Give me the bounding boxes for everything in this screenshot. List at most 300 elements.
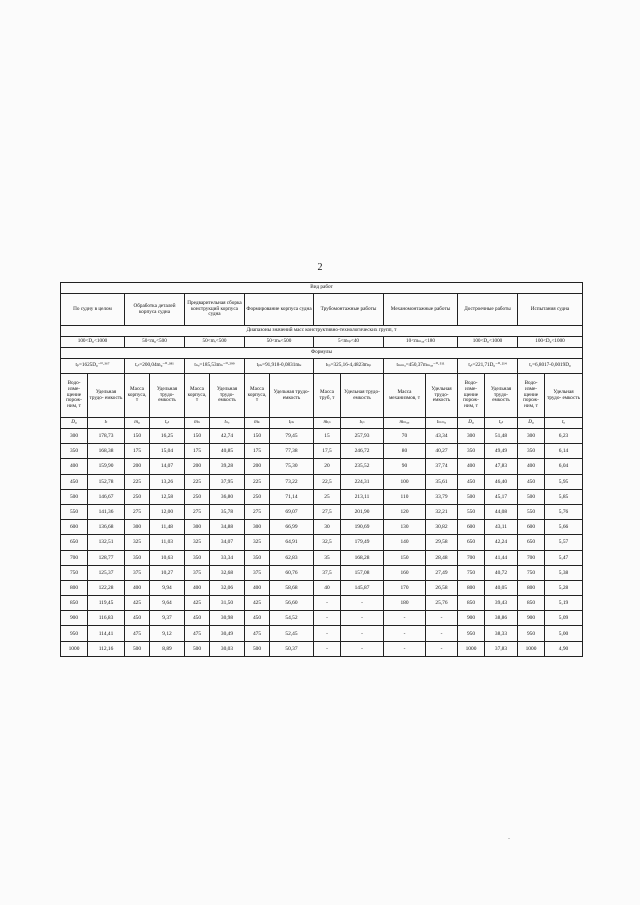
table-cell: 450 xyxy=(458,474,485,489)
table-cell: 300 xyxy=(125,520,150,535)
column-symbol: tₜ xyxy=(88,418,125,429)
table-cell: 450 xyxy=(245,611,270,626)
work-type-header: Трубомонтажные работы xyxy=(314,294,384,326)
table-row xyxy=(61,504,583,519)
bottom-mark: - xyxy=(508,836,510,842)
mass-range-cell: 5<mₜₚ<40 xyxy=(314,337,384,348)
table-cell: 145,87 xyxy=(341,580,384,595)
table-cell: 16,25 xyxy=(150,429,185,444)
table-cell: 26,58 xyxy=(426,580,458,595)
table-cell: - xyxy=(341,641,384,656)
table-cell: 500 xyxy=(61,489,88,504)
table-cell: 5,38 xyxy=(545,565,583,580)
column-symbol: mₙ xyxy=(185,418,210,429)
table-cell: 37,5 xyxy=(314,565,341,580)
table-row xyxy=(61,565,583,580)
table-cell: 30,03 xyxy=(210,641,245,656)
table-cell: 71,14 xyxy=(270,489,314,504)
table-cell: 850 xyxy=(458,596,485,611)
table-row xyxy=(61,611,583,626)
table-cell: 114,41 xyxy=(88,626,125,641)
table-cell: 200 xyxy=(125,459,150,474)
table-cell: 375 xyxy=(125,565,150,580)
table-cell: 43,11 xyxy=(485,520,518,535)
column-header: Удельная трудо- емкость xyxy=(210,374,245,418)
table-cell: 700 xyxy=(458,550,485,565)
table-cell: 375 xyxy=(185,565,210,580)
column-symbol: mₘₐₓ xyxy=(384,418,426,429)
column-header: Удельная трудо- емкость xyxy=(426,374,458,418)
table-cell: 39,28 xyxy=(210,459,245,474)
table-cell: - xyxy=(426,611,458,626)
table-cell: 225 xyxy=(125,474,150,489)
table-cell: 400 xyxy=(245,580,270,595)
table-cell: 650 xyxy=(518,535,545,550)
table-cell: 150 xyxy=(185,429,210,444)
table-cell: 35 xyxy=(314,550,341,565)
table-cell: 136,68 xyxy=(88,520,125,535)
table-cell: - xyxy=(341,611,384,626)
table-cell: 5,28 xyxy=(545,580,583,595)
table-cell: 300 xyxy=(518,429,545,444)
table-cell: 35,61 xyxy=(426,474,458,489)
mass-range-cell: 100<D₀<1000 xyxy=(458,337,518,348)
table-cell: 800 xyxy=(61,580,88,595)
table-cell: 34,07 xyxy=(210,535,245,550)
table-cell: - xyxy=(341,626,384,641)
table-cell: 32,21 xyxy=(426,504,458,519)
table-cell: 600 xyxy=(458,520,485,535)
column-symbol: tₚₖ xyxy=(270,418,314,429)
table-cell: 700 xyxy=(61,550,88,565)
table-row xyxy=(61,459,583,474)
table-cell: 350 xyxy=(61,444,88,459)
table-cell: 170 xyxy=(384,580,426,595)
table-cell: 40,85 xyxy=(210,444,245,459)
table-cell: 400 xyxy=(185,580,210,595)
table-cell: 225 xyxy=(185,474,210,489)
column-symbol: D₀ xyxy=(518,418,545,429)
table-cell: 17,5 xyxy=(314,444,341,459)
table-cell: 350 xyxy=(458,444,485,459)
table-cell: 500 xyxy=(458,489,485,504)
table-cell: 375 xyxy=(245,565,270,580)
work-type-header: Испытания судна xyxy=(518,294,583,326)
table-cell: 80 xyxy=(384,444,426,459)
table-cell: 168,28 xyxy=(341,550,384,565)
table-cell: 650 xyxy=(61,535,88,550)
table-cell: 5,19 xyxy=(545,596,583,611)
table-cell: - xyxy=(426,626,458,641)
table-cell: 70 xyxy=(384,429,426,444)
table-cell: 77,38 xyxy=(270,444,314,459)
table-cell: 900 xyxy=(458,611,485,626)
table-cell: 550 xyxy=(518,504,545,519)
table-cell: 8,89 xyxy=(150,641,185,656)
column-header: Удельная трудо- емкость xyxy=(270,374,314,418)
table-body xyxy=(61,283,583,657)
table-cell: 50,37 xyxy=(270,641,314,656)
table-cell: 175 xyxy=(185,444,210,459)
table-cell: 450 xyxy=(518,474,545,489)
column-header: Водо- изме- щение порож- ним, т xyxy=(61,374,88,418)
table-cell: 500 xyxy=(185,641,210,656)
work-types-row xyxy=(61,294,583,326)
table-row xyxy=(61,520,583,535)
table-cell: 12,00 xyxy=(150,504,185,519)
column-symbol: tₜₚ xyxy=(341,418,384,429)
mass-range-cell: 10<mₘₐₓ<180 xyxy=(384,337,458,348)
table-cell: 49,49 xyxy=(485,444,518,459)
table-cell: 750 xyxy=(61,565,88,580)
table-cell: 30,49 xyxy=(210,626,245,641)
table-cell: 400 xyxy=(61,459,88,474)
table-cell: 178,73 xyxy=(88,429,125,444)
column-symbol: tₙₑ xyxy=(210,418,245,429)
work-type-header: Механомонтажные работы xyxy=(384,294,458,326)
table-row xyxy=(61,429,583,444)
table-cell: 58,68 xyxy=(270,580,314,595)
column-symbol: tₐₜ xyxy=(485,418,518,429)
work-type-header: Достроечные работы xyxy=(458,294,518,326)
table-cell: 110 xyxy=(384,489,426,504)
column-header: Удельная трудо- емкость xyxy=(88,374,125,418)
table-cell: 246,72 xyxy=(341,444,384,459)
mass-range-cell: 100<D₀<1000 xyxy=(61,337,125,348)
table-cell: 51,48 xyxy=(485,429,518,444)
column-header: Водо- изме- щение порож- ним, т xyxy=(518,374,545,418)
table-cell: - xyxy=(314,626,341,641)
table-cell: 300 xyxy=(458,429,485,444)
column-symbol: tₐ xyxy=(545,418,583,429)
table-cell: 175 xyxy=(125,444,150,459)
labor-intensity-table xyxy=(60,282,583,657)
table-row xyxy=(61,596,583,611)
table-cell: 5,66 xyxy=(545,520,583,535)
table-cell: 5,76 xyxy=(545,504,583,519)
table-cell: 31,50 xyxy=(210,596,245,611)
table-cell: 450 xyxy=(185,611,210,626)
table-cell: 160 xyxy=(384,565,426,580)
table-cell: 36,80 xyxy=(210,489,245,504)
table-cell: 37,74 xyxy=(426,459,458,474)
work-type-header: Формирование корпуса судна xyxy=(245,294,314,326)
table-cell: 15,04 xyxy=(150,444,185,459)
table-cell: 175 xyxy=(245,444,270,459)
column-header: Удельная трудо- емкость xyxy=(545,374,583,418)
table-cell: 275 xyxy=(185,504,210,519)
table-cell: 425 xyxy=(125,596,150,611)
table-cell: 120 xyxy=(384,504,426,519)
table-cell: 475 xyxy=(125,626,150,641)
table-row xyxy=(61,550,583,565)
table-cell: 56,60 xyxy=(270,596,314,611)
table-cell: 400 xyxy=(518,459,545,474)
table-cell: 116,83 xyxy=(88,611,125,626)
table-cell: 325 xyxy=(245,535,270,550)
table-cell: 1000 xyxy=(518,641,545,656)
table-cell: 20 xyxy=(314,459,341,474)
table-cell: 350 xyxy=(245,550,270,565)
formula-cell: tₘₘₐ=450,37mₘₐₓ⁻⁰·⁵¹¹ xyxy=(384,359,458,374)
table-row xyxy=(61,489,583,504)
table-cell: 800 xyxy=(458,580,485,595)
table-cell: 550 xyxy=(61,504,88,519)
table-cell: 275 xyxy=(125,504,150,519)
table-cell: 475 xyxy=(245,626,270,641)
table-cell: 500 xyxy=(125,641,150,656)
table-cell: - xyxy=(384,611,426,626)
table-cell: 600 xyxy=(61,520,88,535)
table-cell: 450 xyxy=(125,611,150,626)
table-cell: 250 xyxy=(245,489,270,504)
table-cell: 41,44 xyxy=(485,550,518,565)
table-cell: 13,26 xyxy=(150,474,185,489)
table-cell: 150 xyxy=(384,550,426,565)
table-cell: 300 xyxy=(185,520,210,535)
formula-cell: tₚ=1625D₀⁻⁰·³⁶⁷ xyxy=(61,359,125,374)
table-cell: 32,06 xyxy=(210,580,245,595)
table-cell: 25,76 xyxy=(426,596,458,611)
table-cell: 200 xyxy=(185,459,210,474)
table-cell: 5,00 xyxy=(545,626,583,641)
table-cell: 225 xyxy=(245,474,270,489)
table-cell: 37,95 xyxy=(210,474,245,489)
table-cell: 213,11 xyxy=(341,489,384,504)
column-header: Удельная трудо- емкость xyxy=(485,374,518,418)
table-cell: 119,45 xyxy=(88,596,125,611)
table-cell: 250 xyxy=(125,489,150,504)
work-type-header: По судну в целом xyxy=(61,294,125,326)
table-cell: 5,57 xyxy=(545,535,583,550)
table-cell: 130 xyxy=(384,520,426,535)
table-row xyxy=(61,535,583,550)
table-cell: 200 xyxy=(245,459,270,474)
table-cell: 40 xyxy=(314,580,341,595)
table-cell: 475 xyxy=(185,626,210,641)
mass-range-cell: 50<m₀<500 xyxy=(125,337,185,348)
column-header: Масса труб, т xyxy=(314,374,341,418)
table-cell: 39,43 xyxy=(485,596,518,611)
table-cell: 350 xyxy=(185,550,210,565)
table-cell: 125,37 xyxy=(88,565,125,580)
work-type-header: Предварительная сборка конструкций корпуса судна xyxy=(185,294,245,326)
table-cell: 275 xyxy=(245,504,270,519)
table-title: Вид работ xyxy=(61,283,583,294)
formula-cell: tₚₖ=91,918-0,0831mₖ xyxy=(245,359,314,374)
table-cell: 32,68 xyxy=(210,565,245,580)
table-cell: 400 xyxy=(125,580,150,595)
table-cell: 9,12 xyxy=(150,626,185,641)
column-symbol: tₒₜ xyxy=(150,418,185,429)
table-cell: 550 xyxy=(458,504,485,519)
table-cell: 32,5 xyxy=(314,535,341,550)
table-cell: 35,78 xyxy=(210,504,245,519)
table-cell: 37,83 xyxy=(485,641,518,656)
table-cell: 38,86 xyxy=(485,611,518,626)
table-cell: 42,24 xyxy=(485,535,518,550)
table-cell: 5,47 xyxy=(545,550,583,565)
table-cell: 325 xyxy=(185,535,210,550)
table-cell: 224,31 xyxy=(341,474,384,489)
table-cell: 54,52 xyxy=(270,611,314,626)
table-cell: 400 xyxy=(458,459,485,474)
table-cell: 14,07 xyxy=(150,459,185,474)
table-cell: 40,27 xyxy=(426,444,458,459)
table-cell: 47,83 xyxy=(485,459,518,474)
table-cell: 168,38 xyxy=(88,444,125,459)
table-cell: 44,08 xyxy=(485,504,518,519)
formula-cell: tₐ=6,8017-0,0019D₀ xyxy=(518,359,583,374)
table-cell: 950 xyxy=(61,626,88,641)
table-cell: 6,14 xyxy=(545,444,583,459)
table-cell: 30,98 xyxy=(210,611,245,626)
column-header: Масса механизмов, т xyxy=(384,374,426,418)
page-number: 2 xyxy=(317,262,323,273)
column-symbol: mₜₚ xyxy=(314,418,341,429)
table-cell: 40,72 xyxy=(485,565,518,580)
table-cell: 257,93 xyxy=(341,429,384,444)
table-cell: 600 xyxy=(518,520,545,535)
table-cell: 34,88 xyxy=(210,520,245,535)
table-cell: - xyxy=(341,596,384,611)
table-cell: 300 xyxy=(61,429,88,444)
table-cell: 30 xyxy=(314,520,341,535)
table-cell: 79,45 xyxy=(270,429,314,444)
table-cell: 15 xyxy=(314,429,341,444)
formula-cell: tₒₜ=200,04m₀⁻⁰·³⁸¹ xyxy=(125,359,185,374)
table-cell: 128,77 xyxy=(88,550,125,565)
table-cell: - xyxy=(314,641,341,656)
table-cell: 150 xyxy=(125,429,150,444)
table-cell: 900 xyxy=(518,611,545,626)
table-cell: 180 xyxy=(384,596,426,611)
table-cell: 800 xyxy=(518,580,545,595)
table-cell: 12,58 xyxy=(150,489,185,504)
table-cell: 10,27 xyxy=(150,565,185,580)
mass-range-cell: 50<mₖ<500 xyxy=(245,337,314,348)
table-cell: 29,58 xyxy=(426,535,458,550)
table-cell: 27,5 xyxy=(314,504,341,519)
table-cell: 141,36 xyxy=(88,504,125,519)
table-cell: 4,90 xyxy=(545,641,583,656)
table-cell: 350 xyxy=(125,550,150,565)
table-cell: 750 xyxy=(458,565,485,580)
column-symbol: D₀ xyxy=(61,418,88,429)
table-cell: 500 xyxy=(245,641,270,656)
table-cell: 425 xyxy=(245,596,270,611)
table-cell: 201,90 xyxy=(341,504,384,519)
table-cell: 450 xyxy=(61,474,88,489)
formulas-row xyxy=(61,359,583,374)
column-header: Масса корпуса, т xyxy=(245,374,270,418)
table-cell: 850 xyxy=(518,596,545,611)
table-cell: 157,08 xyxy=(341,565,384,580)
table-cell: 33,79 xyxy=(426,489,458,504)
table-row xyxy=(61,626,583,641)
table-cell: 500 xyxy=(518,489,545,504)
table-cell: 5,95 xyxy=(545,474,583,489)
mass-range-cell: 50<mᵣ<500 xyxy=(185,337,245,348)
table-row xyxy=(61,474,583,489)
table-cell: 159,90 xyxy=(88,459,125,474)
table-cell: 11,03 xyxy=(150,535,185,550)
table-cell: 60,76 xyxy=(270,565,314,580)
table-cell: 73,22 xyxy=(270,474,314,489)
table-cell: 46,40 xyxy=(485,474,518,489)
table-cell: 325 xyxy=(125,535,150,550)
table-cell: 6,23 xyxy=(545,429,583,444)
table-cell: 33,34 xyxy=(210,550,245,565)
table-cell: - xyxy=(314,611,341,626)
table-cell: 62,83 xyxy=(270,550,314,565)
table-cell: 28,48 xyxy=(426,550,458,565)
formulas-title: Формулы xyxy=(61,348,583,359)
table-cell: 9,64 xyxy=(150,596,185,611)
work-type-header: Обработка деталей корпуса судна xyxy=(125,294,185,326)
table-cell: 700 xyxy=(518,550,545,565)
table-cell: 9,94 xyxy=(150,580,185,595)
column-header: Удельная трудо- емкость xyxy=(150,374,185,418)
table-cell: 1000 xyxy=(458,641,485,656)
table-cell: 850 xyxy=(61,596,88,611)
table-cell: 64,91 xyxy=(270,535,314,550)
column-symbol: mₖ xyxy=(245,418,270,429)
table-cell: 140 xyxy=(384,535,426,550)
column-header: Водо- изме- щение порож- ним, т xyxy=(458,374,485,418)
column-headers-row xyxy=(61,374,583,418)
table-cell: 650 xyxy=(458,535,485,550)
column-header: Масса корпуса, т xyxy=(185,374,210,418)
table-cell: 300 xyxy=(245,520,270,535)
table-cell: 38,33 xyxy=(485,626,518,641)
table-cell: - xyxy=(384,641,426,656)
ranges-title: Диапазоны значений масс конструктивно-технологических групп, т xyxy=(61,326,583,337)
table-cell: 179,49 xyxy=(341,535,384,550)
table-cell: 30,82 xyxy=(426,520,458,535)
table-cell: 425 xyxy=(185,596,210,611)
table-cell: 43,34 xyxy=(426,429,458,444)
table-cell: 27,49 xyxy=(426,565,458,580)
table-cell: 152,78 xyxy=(88,474,125,489)
table-cell: 69,07 xyxy=(270,504,314,519)
table-cell: 10,63 xyxy=(150,550,185,565)
table-cell: 122,28 xyxy=(88,580,125,595)
column-symbol: D₀ xyxy=(458,418,485,429)
table-cell: 90 xyxy=(384,459,426,474)
table-cell: 5,85 xyxy=(545,489,583,504)
table-cell: 42,74 xyxy=(210,429,245,444)
table-cell: 52,45 xyxy=(270,626,314,641)
table-cell: 9,37 xyxy=(150,611,185,626)
mass-range-cell: 100<D₀<1000 xyxy=(518,337,583,348)
table-cell: 950 xyxy=(518,626,545,641)
table-cell: 250 xyxy=(185,489,210,504)
table-cell: 40,05 xyxy=(485,580,518,595)
table-cell: 45,17 xyxy=(485,489,518,504)
column-symbol: m₀ xyxy=(125,418,150,429)
table-cell: 100 xyxy=(384,474,426,489)
table-cell: 22,5 xyxy=(314,474,341,489)
formula-cell: tₜₚ=325,16-4,4823mₜₚ xyxy=(314,359,384,374)
table-cell: 350 xyxy=(518,444,545,459)
ranges-row xyxy=(61,337,583,348)
formula-cell: tₐₜ=221,71D₀⁻⁰·²¹⁴ xyxy=(458,359,518,374)
table-cell: - xyxy=(314,596,341,611)
table-cell: 950 xyxy=(458,626,485,641)
table-cell: 112,16 xyxy=(88,641,125,656)
formula-cell: tₙₑ=185,53mₙ⁻⁰·²⁹⁹ xyxy=(185,359,245,374)
